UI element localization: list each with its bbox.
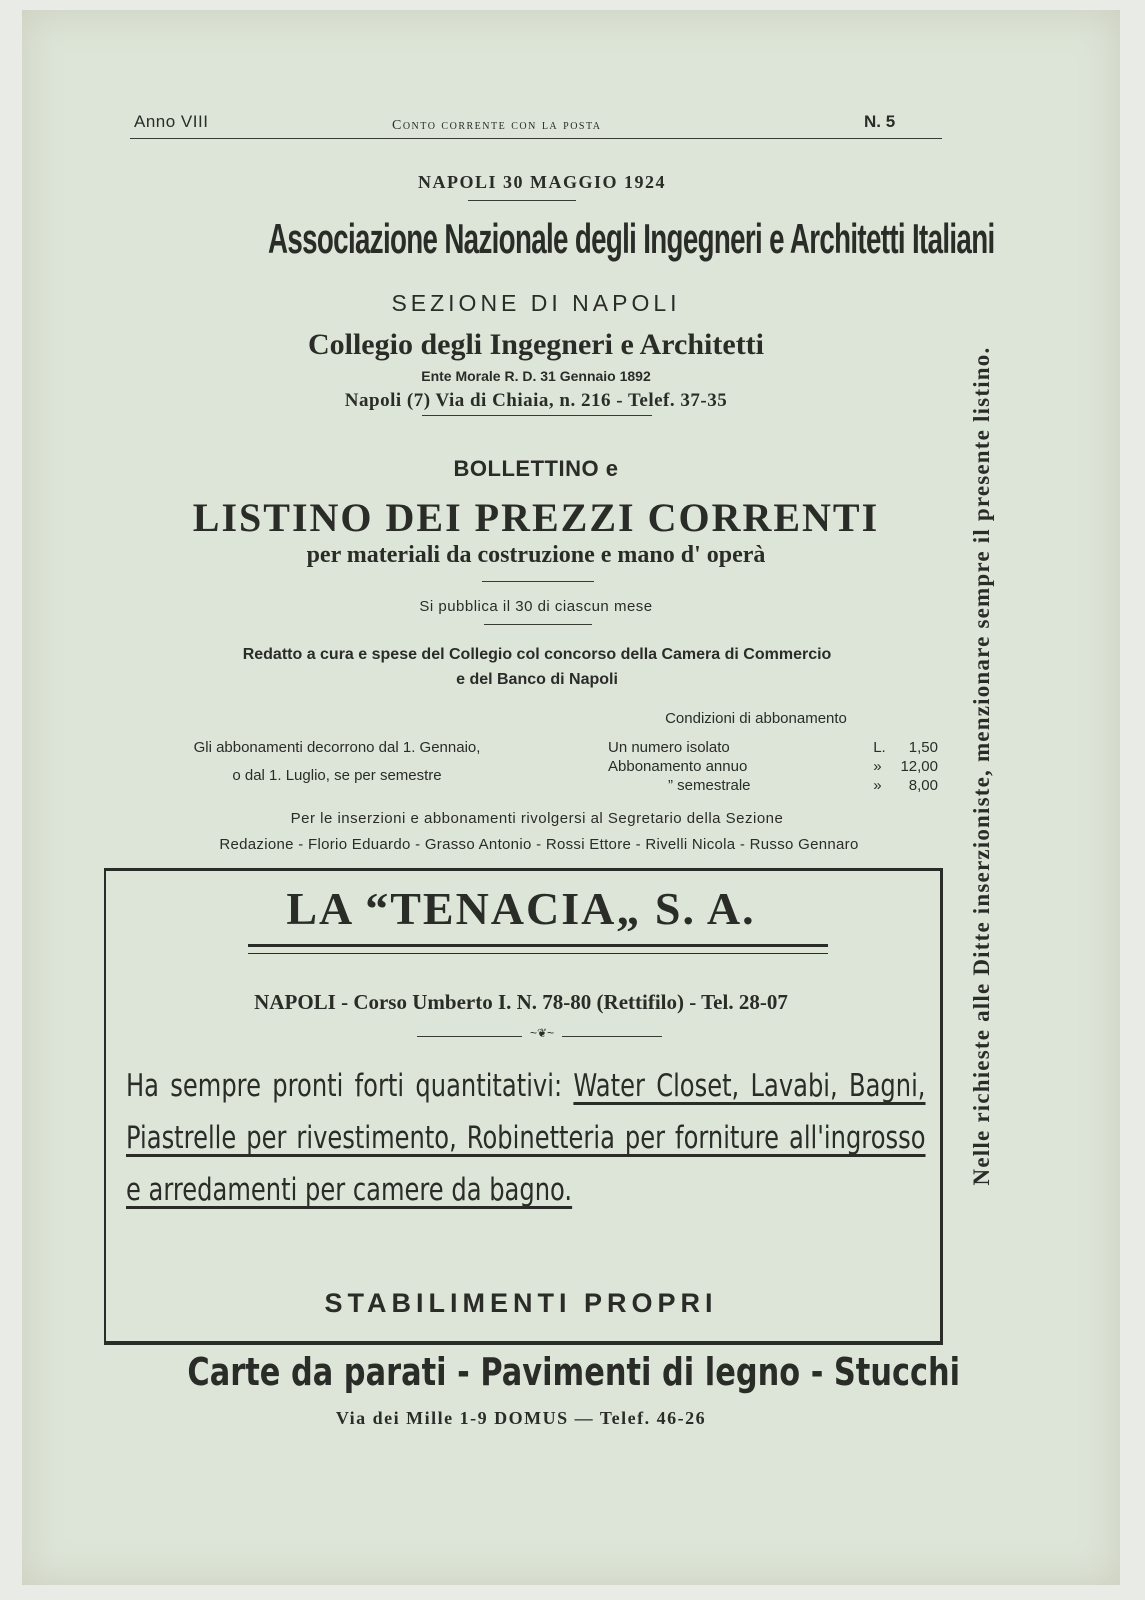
advert-double-rule: [248, 944, 828, 954]
date-divider: [468, 200, 576, 201]
publication-frequency: Si pubblica il 30 di ciascun mese: [419, 598, 653, 615]
subscription-note-line1: Gli abbonamenti decorrono dal 1. Gennaio,: [193, 739, 481, 756]
ornament-icon: ~❦~: [522, 1027, 562, 1039]
subscription-note-line2: o dal 1. Luglio, se per semestre: [232, 767, 442, 784]
address-divider: [422, 415, 652, 416]
advert-text-intro: Ha sempre pronti forti quantitativi:: [126, 1068, 563, 1104]
condition-label: Abbonamento annuo: [608, 758, 748, 775]
association-name: Associazione Nazionale degli Ingegneri e Architetti Italiani: [268, 215, 995, 262]
advert-text-products: Water Closet, Lavabi, Bagni, Piastrelle per rivestimento, Robinetteria per forniture all'ingrosso e arredamenti per camere da bagno.: [126, 1068, 926, 1208]
header-divider: [130, 138, 942, 139]
advert-text: [126, 1060, 926, 1216]
conto-corrente-label: Conto corrente con la posta: [392, 118, 602, 133]
issue-number: N. 5: [864, 112, 896, 131]
table-row: [608, 776, 938, 795]
subtitle-divider: [482, 581, 594, 582]
association-address: Napoli (7) Via di Chiaia, n. 216 - Telef. 37-35: [344, 390, 728, 411]
footer-products: Carte da parati - Pavimenti di legno - Stucchi: [187, 1350, 961, 1394]
condition-label: Un numero isolato: [608, 739, 730, 756]
editor-note-line1: Redatto a cura e spese del Collegio col concorso della Camera di Commercio: [242, 646, 832, 663]
editor-note: [122, 642, 952, 692]
table-row: [608, 738, 938, 757]
inserzioni-note: Per le inserzioni e abbonamenti rivolgersi al Segretario della Sezione: [290, 810, 784, 827]
listino-subtitle: per materiali da costruzione e mano d' operà: [306, 542, 766, 568]
condition-currency: »: [873, 758, 882, 775]
issue-date: NAPOLI 30 MAGGIO 1924: [417, 172, 666, 192]
condition-value: 12,00: [900, 758, 938, 775]
condition-value: 8,00: [908, 777, 938, 794]
college-name: Collegio degli Ingegneri e Architetti: [307, 328, 765, 361]
side-note-text: Nelle richieste alle Ditte inserzioniste, menzionare sempre il presente listino.: [969, 346, 994, 1186]
footer-address: Via dei Mille 1-9 DOMUS — Telef. 46-26: [335, 1408, 707, 1428]
anno-label: Anno VIII: [134, 112, 209, 131]
condition-currency: »: [873, 777, 882, 794]
advert-address: NAPOLI - Corso Umberto I. N. 78-80 (Rettifilo) - Tel. 28-07: [254, 990, 788, 1014]
redazione-list: Redazione - Florio Eduardo - Grasso Antonio - Rossi Ettore - Rivelli Nicola - Russo Gennaro: [219, 836, 859, 853]
editor-note-line2: e del Banco di Napoli: [456, 671, 618, 688]
condition-value: 1,50: [908, 739, 938, 756]
advert-company: LA “TENACIA„ S. A.: [286, 883, 756, 934]
table-row: [608, 757, 938, 776]
listino-title: LISTINO DEI PREZZI CORRENTI: [192, 495, 880, 540]
document-page: [22, 10, 1120, 1585]
bollettino-label: BOLLETTINO e: [453, 456, 619, 481]
section-name: SEZIONE DI NAPOLI: [391, 290, 681, 316]
stabilimenti-label: STABILIMENTI PROPRI: [324, 1288, 718, 1318]
conditions-table: [608, 738, 938, 795]
condition-currency: L.: [873, 739, 886, 756]
frequency-divider: [484, 624, 592, 625]
side-note: [962, 166, 1002, 1366]
subscription-note: [122, 734, 552, 790]
conditions-title: Condizioni di abbonamento: [665, 710, 847, 727]
condition-label: ” semestrale: [668, 777, 751, 794]
ente-morale: Ente Morale R. D. 31 Gennaio 1892: [421, 368, 651, 384]
